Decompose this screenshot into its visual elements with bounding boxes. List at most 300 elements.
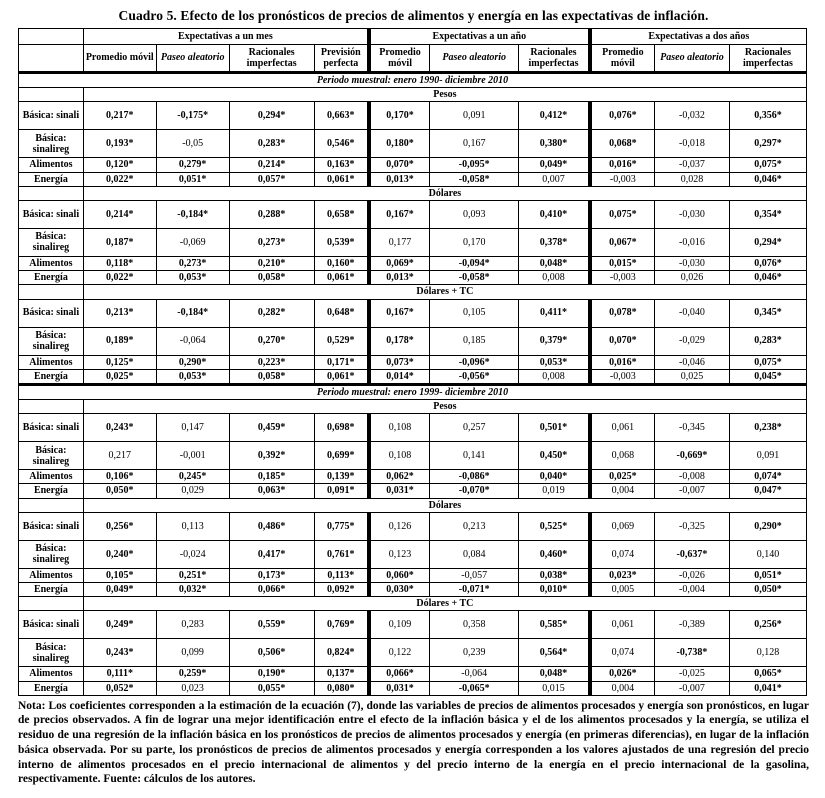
value-cell: 0,073* [369, 355, 430, 369]
value-cell: 0,170* [369, 102, 430, 130]
value-cell: 0,058* [229, 369, 314, 384]
value-cell: -0,016 [655, 228, 730, 256]
value-cell: -0,175* [156, 102, 229, 130]
value-cell: 0,559* [229, 611, 314, 639]
value-cell: 0,769* [314, 611, 369, 639]
value-cell: 0,160* [314, 256, 369, 270]
value-cell: -0,094* [430, 256, 519, 270]
value-cell: 0,046* [729, 271, 806, 285]
value-cell: 0,015 [519, 681, 590, 695]
value-cell: 0,501* [519, 414, 590, 442]
value-cell: 0,256* [729, 611, 806, 639]
value-cell: 0,063* [229, 484, 314, 498]
row-label: Alimentos [19, 470, 84, 484]
table-row [19, 256, 807, 270]
value-cell: 0,046* [729, 172, 806, 186]
value-cell: 0,070* [369, 158, 430, 172]
row-label: Básica: sinali [19, 102, 84, 130]
value-cell: 0,163* [314, 158, 369, 172]
value-cell: 0,049* [83, 583, 156, 597]
value-cell: -0,025 [655, 667, 730, 681]
value-cell: 0,106* [83, 470, 156, 484]
value-cell: 0,075* [729, 158, 806, 172]
value-cell: -0,029 [655, 327, 730, 355]
table-body [19, 73, 807, 696]
value-cell: 0,025* [83, 369, 156, 384]
value-cell: 0,193* [83, 130, 156, 158]
value-cell: 0,128 [729, 639, 806, 667]
table-row [19, 583, 807, 597]
value-cell: 0,147 [156, 414, 229, 442]
value-cell: 0,283* [729, 327, 806, 355]
value-cell: 0,041* [729, 681, 806, 695]
table-row [19, 102, 807, 130]
value-cell: 0,412* [519, 102, 590, 130]
value-cell: 0,025* [590, 470, 655, 484]
value-cell: 0,013* [369, 172, 430, 186]
row-label: Alimentos [19, 667, 84, 681]
value-cell: -0,030 [655, 256, 730, 270]
value-cell: 0,060* [369, 568, 430, 582]
value-cell: 0,217 [83, 442, 156, 470]
value-cell: 0,125* [83, 355, 156, 369]
corner-cell [19, 29, 84, 45]
row-label: Básica: sinalireg [19, 228, 84, 256]
value-cell: 0,052* [83, 681, 156, 695]
value-cell: 0,379* [519, 327, 590, 355]
value-cell: 0,061 [590, 414, 655, 442]
value-cell: 0,084 [430, 540, 519, 568]
value-cell: -0,032 [655, 102, 730, 130]
value-cell: 0,013* [369, 271, 430, 285]
value-cell: 0,099 [156, 639, 229, 667]
value-cell: 0,010* [519, 583, 590, 597]
table-row [19, 228, 807, 256]
value-cell: 0,057* [229, 172, 314, 186]
value-cell: 0,023 [156, 681, 229, 695]
value-cell: 0,048* [519, 667, 590, 681]
value-cell: 0,213 [430, 512, 519, 540]
value-cell: 0,022* [83, 271, 156, 285]
value-cell: 0,066* [229, 583, 314, 597]
value-cell: 0,055* [229, 681, 314, 695]
table-row [19, 355, 807, 369]
row-label: Energía [19, 484, 84, 498]
col-header-racionales-imperfectas-mes: Racionales imperfectas [229, 45, 314, 73]
value-cell: 0,093 [430, 200, 519, 228]
period-header: Periodo muestral: enero 1990- diciembre 2010 [19, 73, 807, 88]
value-cell: 0,075* [590, 200, 655, 228]
row-label: Básica: sinali [19, 299, 84, 327]
value-cell: -0,008 [655, 470, 730, 484]
row-label: Básica: sinali [19, 512, 84, 540]
value-cell: 0,016* [590, 158, 655, 172]
value-cell: 0,171* [314, 355, 369, 369]
value-cell: 0,506* [229, 639, 314, 667]
row-label: Alimentos [19, 158, 84, 172]
value-cell: 0,109 [369, 611, 430, 639]
table-row [19, 158, 807, 172]
value-cell: 0,007 [519, 172, 590, 186]
value-cell: 0,290* [729, 512, 806, 540]
value-cell: 0,177 [369, 228, 430, 256]
value-cell: 0,053* [156, 271, 229, 285]
value-cell: 0,170 [430, 228, 519, 256]
value-cell: 0,273* [156, 256, 229, 270]
value-cell: 0,345* [729, 299, 806, 327]
value-cell: 0,091 [729, 442, 806, 470]
value-cell: -0,058* [430, 271, 519, 285]
value-cell: -0,024 [156, 540, 229, 568]
col-header-promedio-movil-ano: Promedio móvil [369, 45, 430, 73]
value-cell: 0,026* [590, 667, 655, 681]
value-cell: 0,105* [83, 568, 156, 582]
value-cell: 0,068* [590, 130, 655, 158]
value-cell: 0,032* [156, 583, 229, 597]
value-cell: 0,123 [369, 540, 430, 568]
section-header: Dólares [83, 186, 806, 200]
value-cell: 0,358 [430, 611, 519, 639]
row-label: Energía [19, 271, 84, 285]
value-cell: -0,064 [156, 327, 229, 355]
value-cell: 0,025 [655, 369, 730, 384]
section-header: Dólares [83, 498, 806, 512]
value-cell: 0,008 [519, 369, 590, 384]
value-cell: 0,167* [369, 200, 430, 228]
table-row [19, 442, 807, 470]
value-cell: 0,022* [83, 172, 156, 186]
value-cell: -0,096* [430, 355, 519, 369]
value-cell: 0,067* [590, 228, 655, 256]
section-row [19, 88, 807, 102]
value-cell: 0,417* [229, 540, 314, 568]
value-cell: -0,003 [590, 271, 655, 285]
section-label-spacer [19, 285, 84, 299]
col-header-promedio-movil-mes: Promedio móvil [83, 45, 156, 73]
value-cell: 0,251* [156, 568, 229, 582]
value-cell: 0,410* [519, 200, 590, 228]
value-cell: -0,095* [430, 158, 519, 172]
value-cell: 0,069* [369, 256, 430, 270]
value-cell: -0,184* [156, 200, 229, 228]
value-cell: 0,076* [590, 102, 655, 130]
value-cell: 0,378* [519, 228, 590, 256]
value-cell: 0,283* [229, 130, 314, 158]
table-row [19, 470, 807, 484]
value-cell: 0,065* [729, 667, 806, 681]
value-cell: 0,223* [229, 355, 314, 369]
value-cell: 0,546* [314, 130, 369, 158]
row-label: Básica: sinali [19, 611, 84, 639]
value-cell: 0,663* [314, 102, 369, 130]
value-cell: 0,075* [729, 355, 806, 369]
value-cell: -0,001 [156, 442, 229, 470]
value-cell: 0,256* [83, 512, 156, 540]
value-cell: 0,074 [590, 639, 655, 667]
value-cell: 0,031* [369, 484, 430, 498]
period-row [19, 384, 807, 399]
value-cell: 0,245* [156, 470, 229, 484]
value-cell: 0,529* [314, 327, 369, 355]
value-cell: -0,003 [590, 172, 655, 186]
table-row [19, 611, 807, 639]
value-cell: 0,113* [314, 568, 369, 582]
value-cell: 0,459* [229, 414, 314, 442]
value-cell: 0,068 [590, 442, 655, 470]
value-cell: -0,056* [430, 369, 519, 384]
value-cell: 0,460* [519, 540, 590, 568]
value-cell: 0,061* [314, 172, 369, 186]
row-label: Energía [19, 681, 84, 695]
value-cell: 0,053* [519, 355, 590, 369]
value-cell: 0,698* [314, 414, 369, 442]
value-cell: 0,189* [83, 327, 156, 355]
value-cell: -0,345 [655, 414, 730, 442]
value-cell: 0,070* [590, 327, 655, 355]
value-cell: -0,004 [655, 583, 730, 597]
table-row [19, 512, 807, 540]
value-cell: 0,658* [314, 200, 369, 228]
table-title: Cuadro 5. Efecto de los pronósticos de precios de alimentos y energía en las expectativas de inflación. [118, 8, 709, 23]
col-header-paseo-aleatorio-ano: Paseo aleatorio [430, 45, 519, 73]
value-cell: 0,294* [729, 228, 806, 256]
value-cell: 0,050* [83, 484, 156, 498]
results-table [18, 28, 807, 696]
table-header [19, 29, 807, 73]
value-cell: 0,190* [229, 667, 314, 681]
value-cell: -0,738* [655, 639, 730, 667]
row-label: Energía [19, 583, 84, 597]
row-label: Básica: sinalireg [19, 540, 84, 568]
value-cell: -0,018 [655, 130, 730, 158]
value-cell: 0,249* [83, 611, 156, 639]
table-row [19, 568, 807, 582]
value-cell: 0,016* [590, 355, 655, 369]
period-row [19, 73, 807, 88]
value-cell: 0,053* [156, 369, 229, 384]
value-cell: 0,210* [229, 256, 314, 270]
value-cell: 0,238* [729, 414, 806, 442]
section-header: Dólares + TC [83, 285, 806, 299]
col-header-racionales-imperfectas-ano: Racionales imperfectas [519, 45, 590, 73]
value-cell: 0,051* [729, 568, 806, 582]
value-cell: 0,074 [590, 540, 655, 568]
value-cell: 0,139* [314, 470, 369, 484]
value-cell: -0,069 [156, 228, 229, 256]
value-cell: 0,294* [229, 102, 314, 130]
value-cell: 0,069 [590, 512, 655, 540]
row-label: Básica: sinali [19, 200, 84, 228]
value-cell: -0,003 [590, 369, 655, 384]
value-cell: 0,173* [229, 568, 314, 582]
value-cell: 0,180* [369, 130, 430, 158]
value-cell: 0,699* [314, 442, 369, 470]
value-cell: 0,030* [369, 583, 430, 597]
row-label: Alimentos [19, 568, 84, 582]
value-cell: 0,486* [229, 512, 314, 540]
value-cell: 0,108 [369, 414, 430, 442]
value-cell: -0,086* [430, 470, 519, 484]
value-cell: 0,239 [430, 639, 519, 667]
table-row [19, 172, 807, 186]
value-cell: 0,048* [519, 256, 590, 270]
value-cell: -0,030 [655, 200, 730, 228]
value-cell: 0,091* [314, 484, 369, 498]
value-cell: 0,279* [156, 158, 229, 172]
value-cell: 0,259* [156, 667, 229, 681]
value-cell: 0,450* [519, 442, 590, 470]
value-cell: 0,061* [314, 271, 369, 285]
value-cell: 0,029 [156, 484, 229, 498]
table-note: Nota: Los coeficientes corresponden a la estimación de la ecuación (7), donde las variables de precios de alimentos procesados y energía son pronósticos, en lugar de precios observados. A fin de lograr una mejor identificación entre el efecto de la inflación básica y el de los alimentos procesados y la energía, se utiliza el residuo de una regresión de la inflación básica en los pronósticos de precios de alimentos procesados y energía (en primeras diferencias), en lugar de la inflación básica observada. Por su parte, los pronósticos de precios de alimentos procesados y energía corresponden a los valores ajustados de una regresión del precio interno de alimentos procesados en el precio internacional de alimentos y del precio interno de la energía en el precio internacional de la gasolina, respectivamente. Fuente: cálculos de los autores. [18, 699, 809, 786]
section-label-spacer [19, 597, 84, 611]
value-cell: 0,120* [83, 158, 156, 172]
value-cell: 0,214* [229, 158, 314, 172]
value-cell: -0,637* [655, 540, 730, 568]
value-cell: 0,141 [430, 442, 519, 470]
value-cell: 0,118* [83, 256, 156, 270]
section-label-spacer [19, 498, 84, 512]
value-cell: 0,257 [430, 414, 519, 442]
row-label: Básica: sinalireg [19, 639, 84, 667]
value-cell: 0,243* [83, 639, 156, 667]
value-cell: 0,113 [156, 512, 229, 540]
table-row [19, 667, 807, 681]
value-cell: 0,290* [156, 355, 229, 369]
table-row [19, 299, 807, 327]
group-header-dos-anos: Expectativas a dos años [590, 29, 807, 45]
value-cell: 0,066* [369, 667, 430, 681]
section-header: Pesos [83, 88, 806, 102]
value-cell: 0,111* [83, 667, 156, 681]
value-cell: 0,051* [156, 172, 229, 186]
value-cell: 0,380* [519, 130, 590, 158]
value-cell: 0,187* [83, 228, 156, 256]
value-cell: 0,137* [314, 667, 369, 681]
value-cell: 0,288* [229, 200, 314, 228]
section-label-spacer [19, 186, 84, 200]
value-cell: -0,064 [430, 667, 519, 681]
table-row [19, 369, 807, 384]
value-cell: 0,167* [369, 299, 430, 327]
value-cell: -0,065* [430, 681, 519, 695]
value-cell: 0,122 [369, 639, 430, 667]
row-label: Energía [19, 369, 84, 384]
value-cell: 0,167 [430, 130, 519, 158]
col-header-paseo-aleatorio-mes: Paseo aleatorio [156, 45, 229, 73]
value-cell: -0,046 [655, 355, 730, 369]
value-cell: -0,070* [430, 484, 519, 498]
row-label: Alimentos [19, 355, 84, 369]
table-row [19, 639, 807, 667]
value-cell: 0,050* [729, 583, 806, 597]
value-cell: 0,824* [314, 639, 369, 667]
row-label: Básica: sinalireg [19, 130, 84, 158]
value-cell: 0,525* [519, 512, 590, 540]
section-row [19, 285, 807, 299]
value-cell: 0,243* [83, 414, 156, 442]
row-label: Básica: sinalireg [19, 327, 84, 355]
value-cell: 0,023* [590, 568, 655, 582]
section-row [19, 186, 807, 200]
value-cell: 0,047* [729, 484, 806, 498]
corner-cell [19, 45, 84, 73]
value-cell: 0,297* [729, 130, 806, 158]
section-row [19, 597, 807, 611]
group-header-un-ano: Expectativas a un año [369, 29, 590, 45]
table-row [19, 130, 807, 158]
value-cell: -0,05 [156, 130, 229, 158]
value-cell: 0,004 [590, 681, 655, 695]
value-cell: 0,031* [369, 681, 430, 695]
value-cell: -0,184* [156, 299, 229, 327]
table-row [19, 681, 807, 695]
value-cell: 0,282* [229, 299, 314, 327]
value-cell: 0,217* [83, 102, 156, 130]
value-cell: 0,539* [314, 228, 369, 256]
value-cell: 0,040* [519, 470, 590, 484]
value-cell: -0,007 [655, 484, 730, 498]
group-header-un-mes: Expectativas a un mes [83, 29, 369, 45]
value-cell: 0,080* [314, 681, 369, 695]
value-cell: 0,015* [590, 256, 655, 270]
row-label: Energía [19, 172, 84, 186]
value-cell: 0,178* [369, 327, 430, 355]
table-row [19, 271, 807, 285]
row-label: Alimentos [19, 256, 84, 270]
col-header-paseo-aleatorio-dos-anos: Paseo aleatorio [655, 45, 730, 73]
value-cell: -0,007 [655, 681, 730, 695]
row-label: Básica: sinali [19, 414, 84, 442]
value-cell: 0,049* [519, 158, 590, 172]
value-cell: 0,061 [590, 611, 655, 639]
value-cell: 0,061* [314, 369, 369, 384]
value-cell: 0,648* [314, 299, 369, 327]
value-cell: 0,014* [369, 369, 430, 384]
value-cell: 0,392* [229, 442, 314, 470]
section-label-spacer [19, 400, 84, 414]
value-cell: 0,076* [729, 256, 806, 270]
value-cell: 0,105 [430, 299, 519, 327]
col-header-prevision-perfecta: Previsión perfecta [314, 45, 369, 73]
table-row [19, 484, 807, 498]
value-cell: 0,270* [229, 327, 314, 355]
value-cell: 0,354* [729, 200, 806, 228]
section-row [19, 400, 807, 414]
value-cell: 0,019 [519, 484, 590, 498]
value-cell: 0,185* [229, 470, 314, 484]
value-cell: 0,004 [590, 484, 655, 498]
value-cell: 0,283 [156, 611, 229, 639]
value-cell: 0,240* [83, 540, 156, 568]
section-header: Dólares + TC [83, 597, 806, 611]
value-cell: 0,126 [369, 512, 430, 540]
value-cell: -0,026 [655, 568, 730, 582]
value-cell: -0,057 [430, 568, 519, 582]
value-cell: 0,026 [655, 271, 730, 285]
section-header: Pesos [83, 400, 806, 414]
section-label-spacer [19, 88, 84, 102]
row-label: Básica: sinalireg [19, 442, 84, 470]
value-cell: 0,411* [519, 299, 590, 327]
col-header-racionales-imperfectas-dos-anos: Racionales imperfectas [729, 45, 806, 73]
value-cell: 0,185 [430, 327, 519, 355]
period-header: Periodo muestral: enero 1999- diciembre 2010 [19, 384, 807, 399]
value-cell: 0,078* [590, 299, 655, 327]
value-cell: -0,040 [655, 299, 730, 327]
value-cell: 0,045* [729, 369, 806, 384]
table-row [19, 327, 807, 355]
